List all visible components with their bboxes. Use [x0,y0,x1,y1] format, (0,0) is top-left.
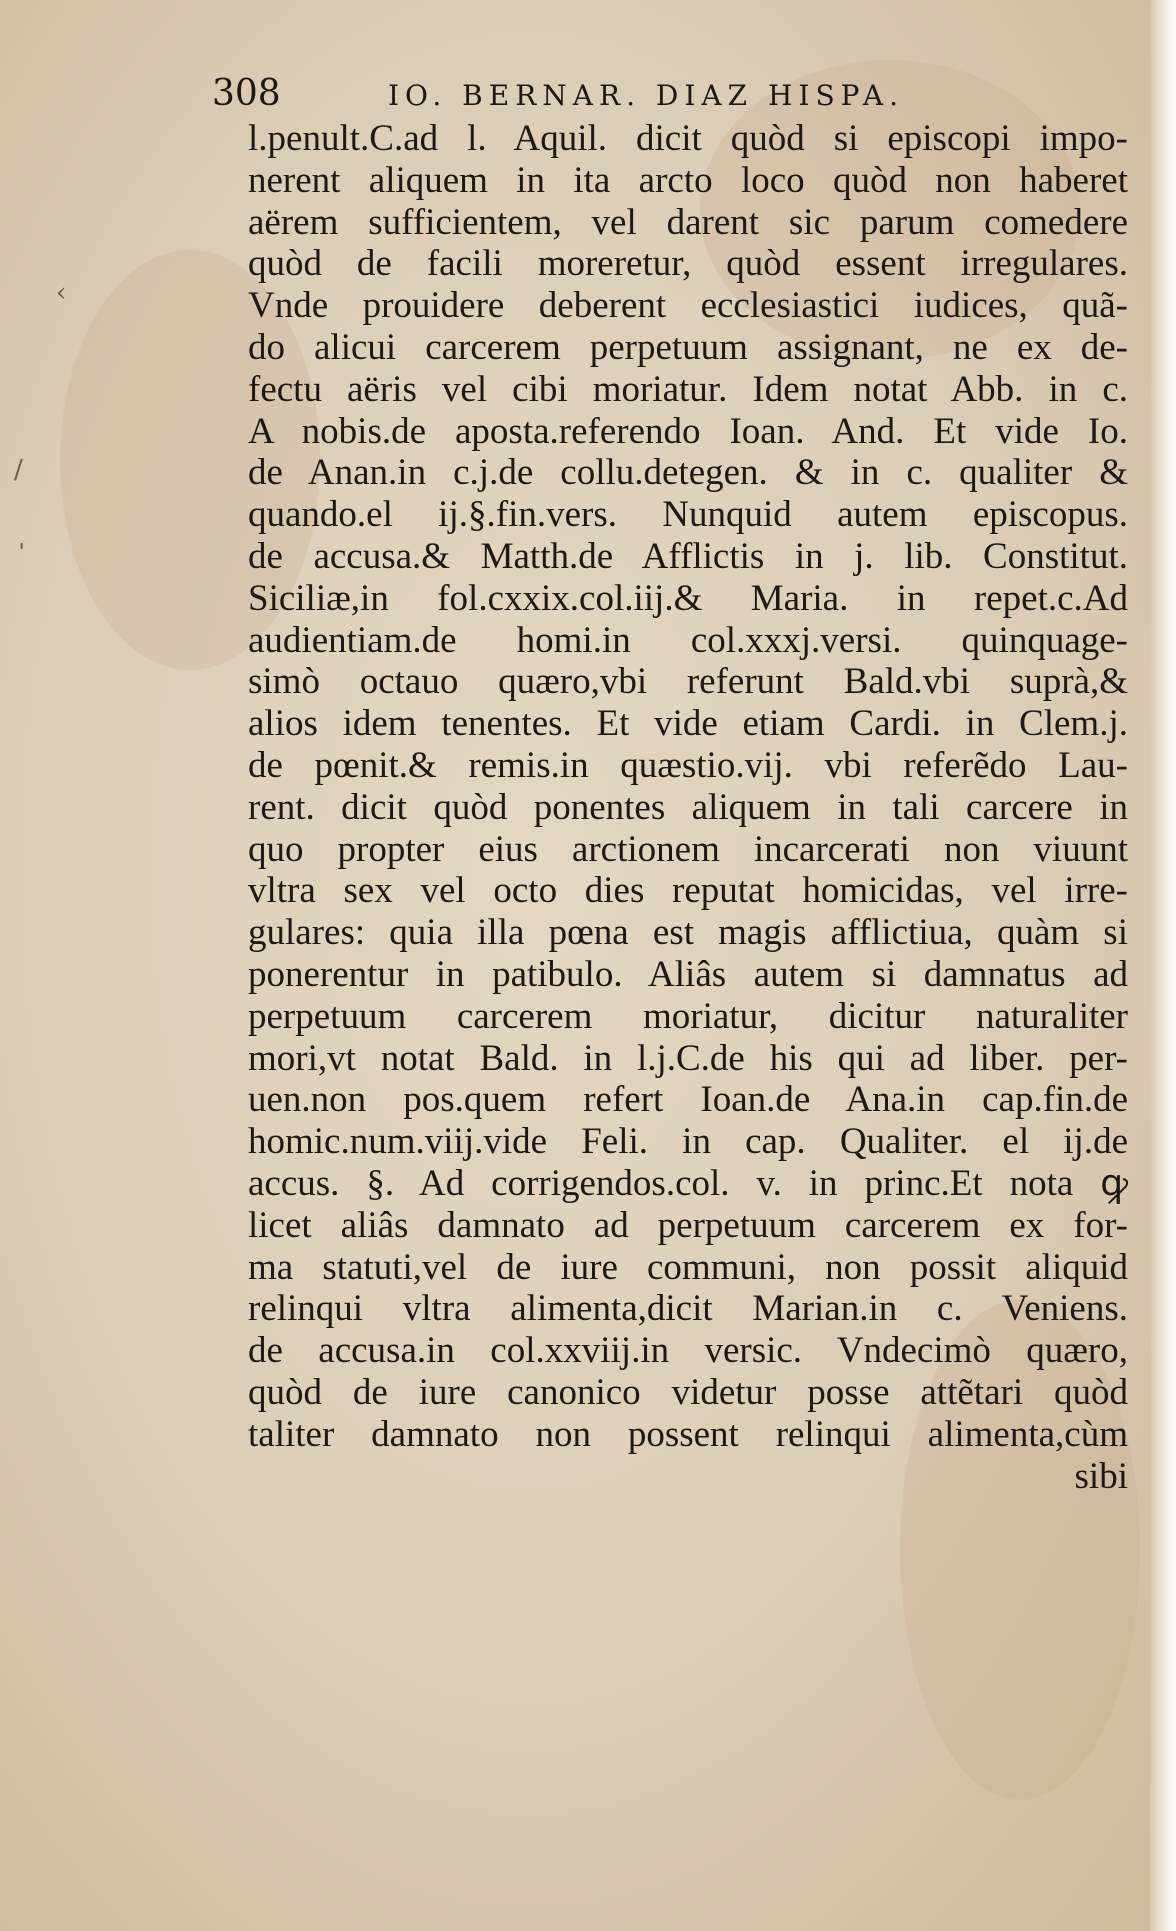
text-line: vltra sex vel octo dies reputat homicidas, vel irre- [248,870,1128,912]
running-head: IO. BERNAR. DIAZ HISPA. [388,79,905,112]
page-gutter [1150,0,1176,1931]
text-line: rent. dicit quòd ponentes aliquem in tali carcere in [248,786,1128,828]
text-line: fectu aëris vel cibi moriatur. Idem notat Abb. in c. [248,368,1128,410]
text-line: simò octauo quæro,vbi referunt Bald.vbi suprà,& [248,661,1128,703]
text-line: gulares: quia illa pœna est magis afflictiua, quàm si [248,912,1128,954]
text-line: de accusa.& Matth.de Afflictis in j. lib. Constitut. [248,535,1128,577]
text-line: quòd de iure canonico videtur posse attẽtari quòd [248,1371,1128,1413]
text-line: alios idem tenentes. Et vide etiam Cardi. in Clem.j. [248,703,1128,745]
text-line: audientiam.de homi.in col.xxxj.versi. quinquage- [248,619,1128,661]
text-line: Vnde prouidere deberent ecclesiastici iudices, quã- [248,285,1128,327]
text-line: taliter damnato non possent relinqui alimenta,cùm [248,1413,1128,1455]
text-line: perpetuum carcerem moriatur, dicitur naturaliter [248,995,1128,1037]
text-line: l.penult.C.ad l. Aquil. dicit quòd si episcopi impo- [248,118,1128,159]
running-header [212,72,972,116]
text-line: quo propter eius arctionem incarcerati non viuunt [248,828,1128,870]
text-line: do alicui carcerem perpetuum assignant, ne ex de- [248,326,1128,368]
text-line: de pœnit.& remis.in quæstio.vij. vbi referẽdo Lau- [248,744,1128,786]
margin-mark: ˈ [18,540,26,570]
text-line: ponerentur in patibulo. Aliâs autem si damnatus ad [248,953,1128,995]
margin-mark: ‹ [56,278,67,308]
text-line: accus. §. Ad corrigendos.col. v. in princ.Et nota ꝙ [248,1162,1128,1204]
catchword: sibi [1074,1455,1128,1497]
text-line: de accusa.in col.xxviij.in versic. Vndecimò quæro, [248,1330,1128,1372]
text-line: quòd de facili moreretur, quòd essent irregulares. [248,243,1128,285]
text-line: relinqui vltra alimenta,dicit Marian.in c. Veniens. [248,1288,1128,1330]
text-line: ma statuti,vel de iure communi, non possit aliquid [248,1246,1128,1288]
body-text [248,118,1128,1497]
text-line: uen.non pos.quem refert Ioan.de Ana.in cap.fin.de [248,1079,1128,1121]
margin-mark: / [14,455,23,485]
text-line: licet aliâs damnato ad perpetuum carcerem ex for- [248,1204,1128,1246]
text-line: mori,vt notat Bald. in l.j.C.de his qui ad liber. per- [248,1037,1128,1079]
page-number: 308 [212,73,281,114]
text-line: quando.el ij.§.fin.vers. Nunquid autem episcopus. [248,494,1128,536]
text-line: de Anan.in c.j.de collu.detegen. & in c. qualiter & [248,452,1128,494]
text-line: nerent aliquem in ita arcto loco quòd non haberet [248,159,1128,201]
text-line: homic.num.viij.vide Feli. in cap. Qualiter. el ij.de [248,1121,1128,1163]
text-line: aërem sufficientem, vel darent sic parum comedere [248,201,1128,243]
text-line: Siciliæ,in fol.cxxix.col.iij.& Maria. in repet.c.Ad [248,577,1128,619]
text-line: A nobis.de aposta.referendo Ioan. And. Et vide Io. [248,410,1128,452]
